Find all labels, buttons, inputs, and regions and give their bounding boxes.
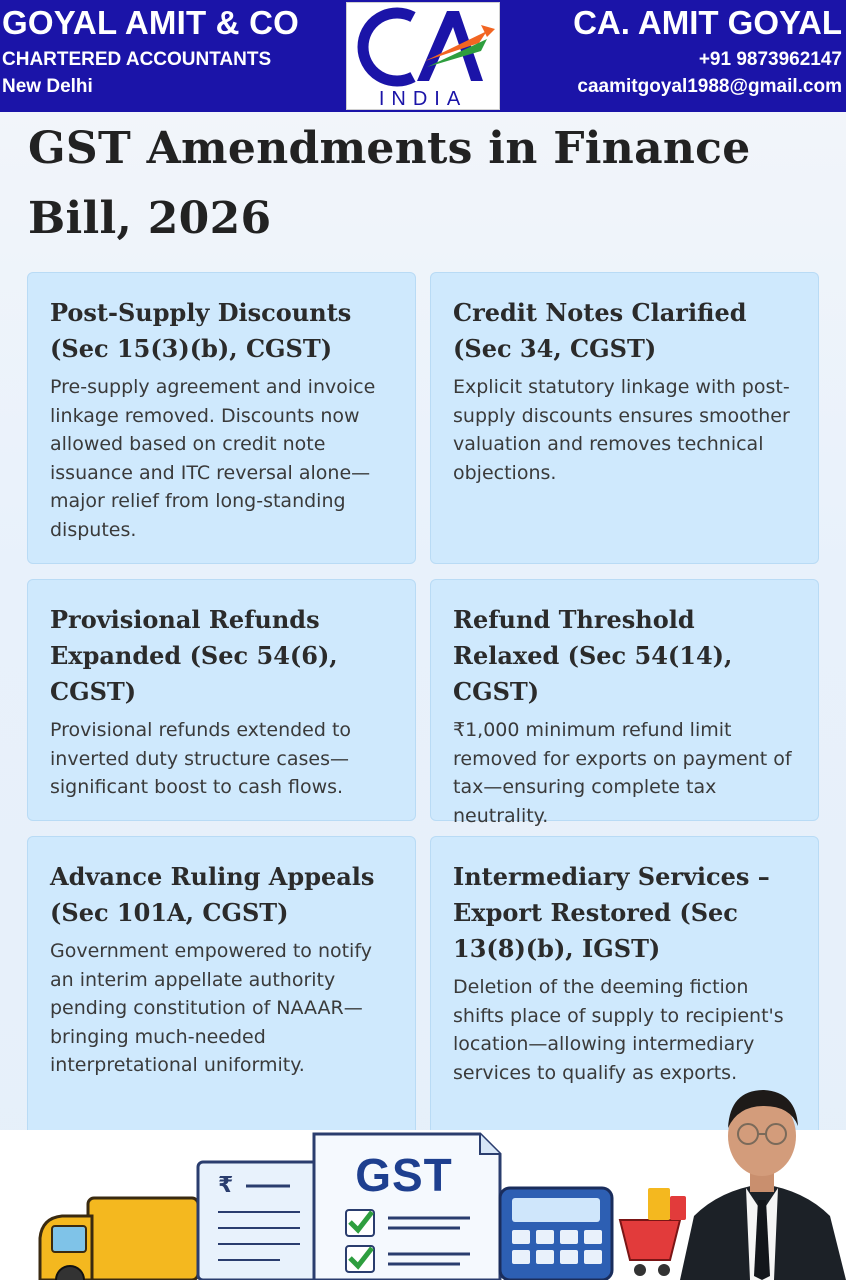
card-provisional-refunds [27, 579, 416, 821]
card-body: Pre-supply agreement and invoice linkage removed. Discounts now allowed based on credit note issuance and ITC reversal alone—major relief from long-standing disputes. [50, 376, 376, 541]
ca-name: CA. AMIT GOYAL [573, 4, 842, 41]
firm-subtitle: CHARTERED ACCOUNTANTS [2, 49, 272, 70]
rupee-symbol: ₹ [218, 1173, 234, 1198]
card-heading: Provisional Refunds Expanded (Sec 54(6), CGST) [50, 605, 338, 706]
ca-india-logo [346, 2, 500, 110]
gst-label: GST [355, 1149, 453, 1201]
card-refund-threshold [430, 579, 819, 827]
card-body: Provisional refunds extended to inverted duty structure cases—significant boost to cash flows. [50, 719, 352, 798]
firm-name: GOYAL AMIT & CO [2, 4, 299, 41]
delivery-truck-icon [40, 1198, 198, 1280]
firm-city: New Delhi [2, 76, 93, 97]
card-heading: Refund Threshold Relaxed (Sec 54(14), CGST) [453, 605, 733, 706]
header-banner [0, 0, 846, 112]
email-address[interactable]: caamitgoyal1988@gmail.com [577, 76, 842, 97]
card-body: ₹1,000 minimum refund limit removed for exports on payment of tax—ensuring complete tax neutrality. [453, 719, 792, 827]
firm-info [2, 4, 299, 100]
card-body: Explicit statutory linkage with post-supply discounts ensures smoother valuation and removes technical objections. [453, 376, 790, 484]
phone-number[interactable]: +91 9873962147 [698, 49, 842, 70]
invoice-document-icon [198, 1162, 320, 1280]
card-heading: Intermediary Services – Export Restored (Sec 13(8)(b), IGST) [453, 862, 770, 963]
calculator-icon [500, 1188, 612, 1280]
card-body: Deletion of the deeming fiction shifts place of supply to recipient's location—allowing intermediary services to qualify as exports. [453, 976, 784, 1084]
ca-logo-icon [347, 3, 499, 109]
card-credit-notes [430, 272, 819, 564]
page-title: GST Amendments in Finance Bill, 2026 [28, 123, 751, 244]
card-heading: Credit Notes Clarified (Sec 34, CGST) [453, 298, 747, 363]
shopping-cart-icon [620, 1188, 686, 1276]
card-post-supply-discounts [27, 272, 416, 564]
logo-india-text: INDIA [378, 88, 468, 109]
card-heading: Advance Ruling Appeals (Sec 101A, CGST) [50, 862, 375, 927]
card-body: Government empowered to notify an interim appellate authority pending constitution of NAAAR—bringing much-needed interpretational uniformity. [50, 940, 372, 1076]
ca-portrait-photo [680, 1076, 846, 1280]
card-advance-ruling [27, 836, 416, 1136]
card-heading: Post-Supply Discounts (Sec 15(3)(b), CGST) [50, 298, 352, 363]
contact-info [573, 4, 842, 100]
